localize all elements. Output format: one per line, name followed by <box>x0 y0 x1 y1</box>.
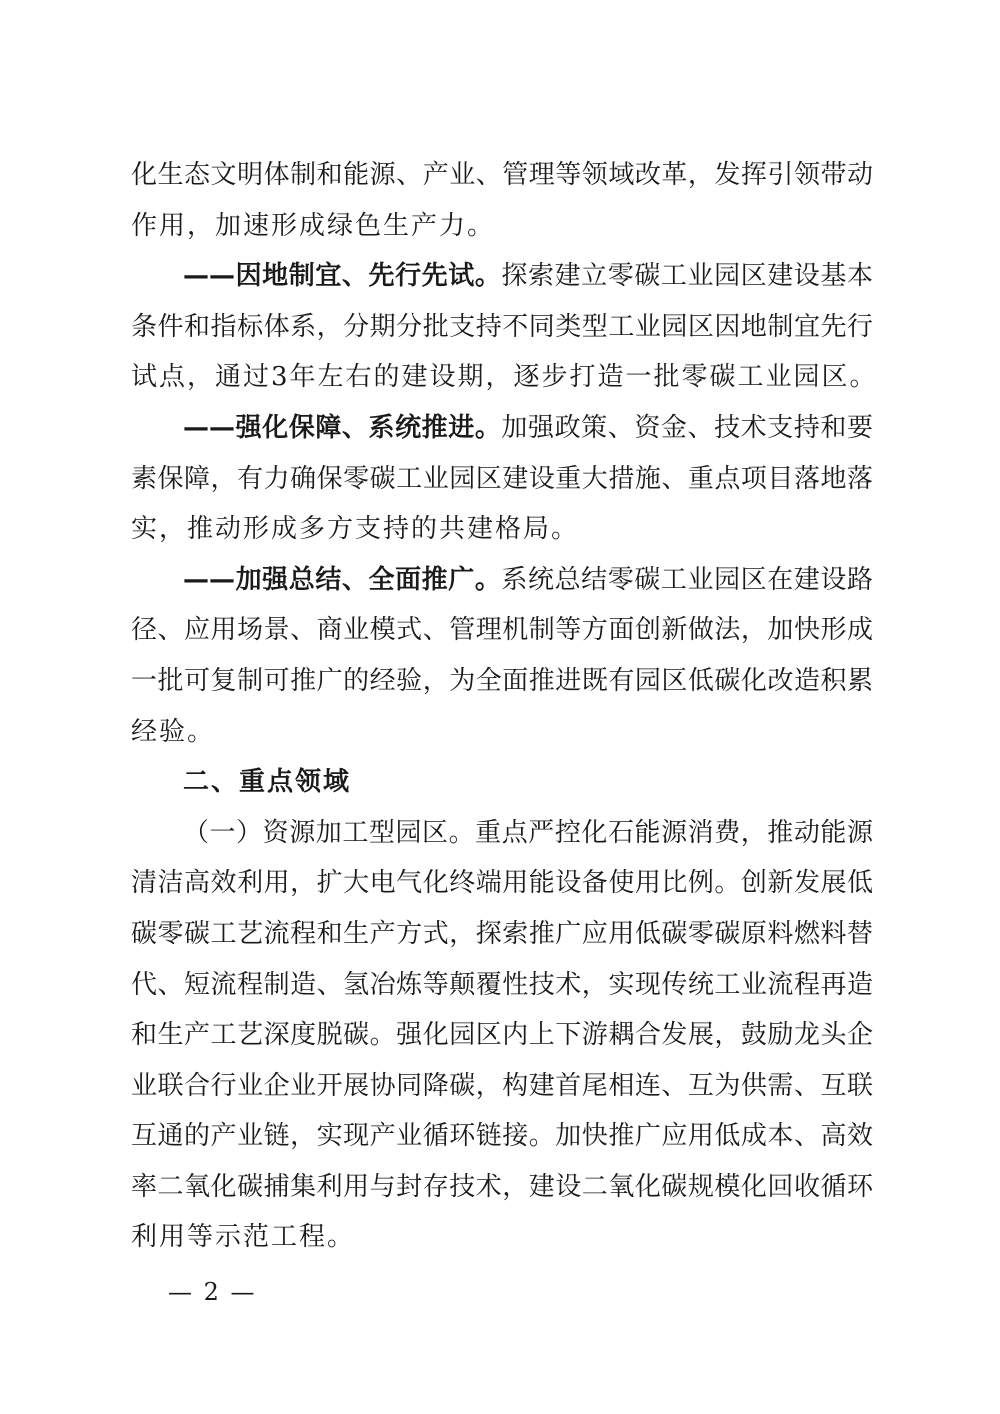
paragraph-first-line <box>131 555 873 606</box>
paragraph-line: 实，推动形成多方支持的共建格局。 <box>131 514 580 545</box>
paragraph-line: 一批可复制可推广的经验，为全面推进既有园区低碳化改造积累 <box>131 665 873 696</box>
paragraph-line: 化生态文明体制和能源、产业、管理等领域改革，发挥引领带动 <box>131 160 873 190</box>
paragraph-line: 素保障，有力确保零碳工业园区建设重大措施、重点项目落地落 <box>131 463 873 494</box>
paragraph-line: 经验。 <box>131 716 216 747</box>
paragraph-line: 率二氧化碳捕集利用与封存技术，建设二氧化碳规模化回收循环 <box>131 1171 873 1202</box>
principle-title: ——因地制宜、先行先试。 <box>183 261 502 292</box>
paragraph-first-line: （一）资源加工型园区。重点严控化石能源消费，推动能源 <box>183 817 873 848</box>
paragraph-first-line <box>131 251 873 302</box>
paragraph-line: 径、应用场景、商业模式、管理机制等方面创新做法，加快形成 <box>131 615 873 646</box>
paragraph-line: 条件和指标体系，分期分批支持不同类型工业园区因地制宜先行 <box>131 311 873 342</box>
paragraph-text: 系统总结零碳工业园区在建设路 <box>501 564 873 595</box>
principle-title: ——加强总结、全面推广。 <box>183 564 502 595</box>
paragraph-text: 加强政策、资金、技术支持和要 <box>501 412 873 443</box>
paragraph-line: 利用等示范工程。 <box>131 1222 356 1253</box>
page-number: — 2 — <box>168 1278 257 1306</box>
body-text <box>131 150 878 1263</box>
paragraph-first-line <box>131 403 873 454</box>
paragraph-line: 和生产工艺深度脱碳。强化园区内上下游耦合发展，鼓励龙头企 <box>131 1020 873 1051</box>
paragraph-line: 互通的产业链，实现产业循环链接。加快推广应用低成本、高效 <box>131 1121 873 1152</box>
paragraph-line: 业联合行业企业开展协同降碳，构建首尾相连、互为供需、互联 <box>131 1070 873 1101</box>
paragraph-line: 试点，通过3年左右的建设期，逐步打造一批零碳工业园区。 <box>131 362 878 393</box>
section-heading: 二、重点领域 <box>183 767 352 798</box>
paragraph-line: 碳零碳工艺流程和生产方式，探索推广应用低碳零碳原料燃料替 <box>131 918 873 949</box>
principle-title: ——强化保障、系统推进。 <box>183 412 502 443</box>
paragraph-line: 清洁高效利用，扩大电气化终端用能设备使用比例。创新发展低 <box>131 868 873 899</box>
paragraph-line: 作用，加速形成绿色生产力。 <box>131 210 496 241</box>
paragraph-text: 探索建立零碳工业园区建设基本 <box>501 261 873 292</box>
paragraph-line: 代、短流程制造、氢冶炼等颠覆性技术，实现传统工业流程再造 <box>131 969 873 1000</box>
